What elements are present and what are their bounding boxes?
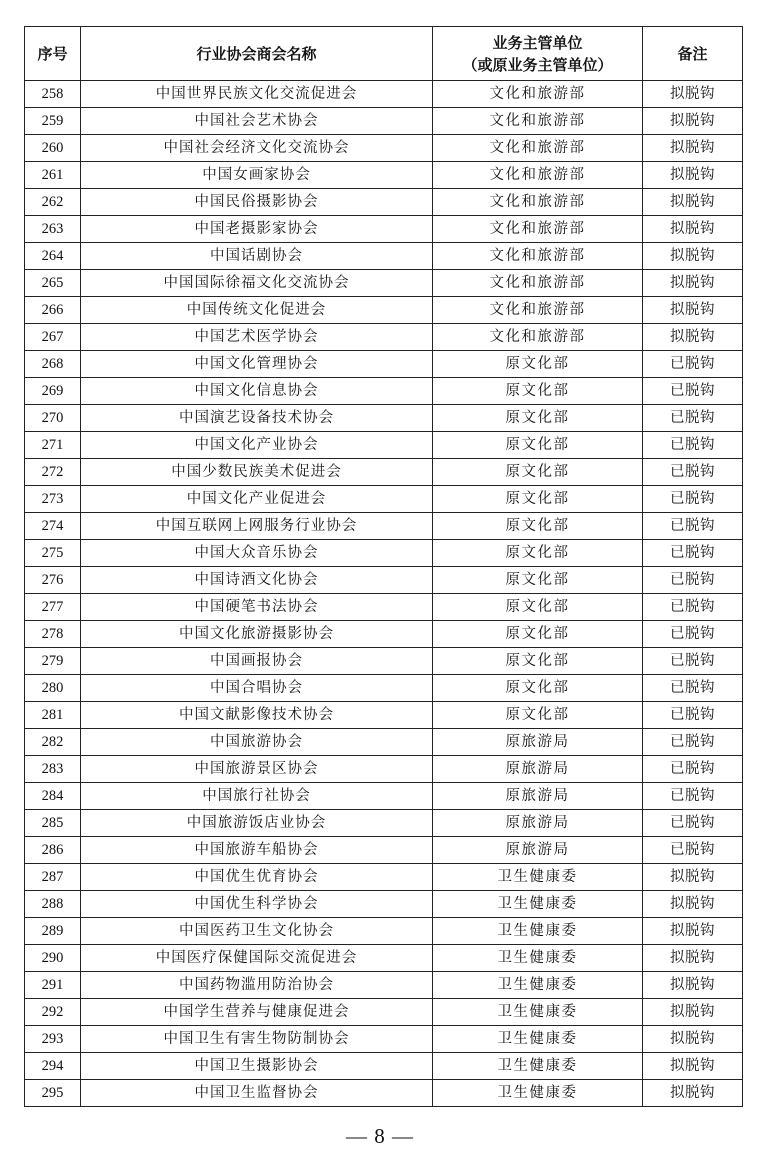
cell-supervising-unit: 原文化部	[433, 675, 643, 702]
cell-serial-number: 289	[25, 918, 81, 945]
cell-supervising-unit: 原文化部	[433, 594, 643, 621]
association-table	[24, 26, 743, 1107]
table-row	[25, 81, 743, 108]
table-row	[25, 729, 743, 756]
header-association-name: 行业协会商会名称	[81, 27, 433, 81]
cell-association-name: 中国老摄影家协会	[81, 216, 433, 243]
cell-supervising-unit: 文化和旅游部	[433, 216, 643, 243]
cell-serial-number: 270	[25, 405, 81, 432]
table-row	[25, 891, 743, 918]
cell-serial-number: 283	[25, 756, 81, 783]
table-row	[25, 135, 743, 162]
cell-remarks: 已脱钩	[643, 810, 743, 837]
cell-serial-number: 278	[25, 621, 81, 648]
cell-serial-number: 290	[25, 945, 81, 972]
table-row	[25, 621, 743, 648]
cell-association-name: 中国卫生监督协会	[81, 1080, 433, 1107]
cell-remarks: 已脱钩	[643, 513, 743, 540]
cell-serial-number: 287	[25, 864, 81, 891]
cell-remarks: 拟脱钩	[643, 891, 743, 918]
table-row	[25, 324, 743, 351]
cell-serial-number: 267	[25, 324, 81, 351]
table-header	[25, 27, 743, 81]
cell-supervising-unit: 卫生健康委	[433, 1053, 643, 1080]
cell-supervising-unit: 原文化部	[433, 540, 643, 567]
cell-association-name: 中国国际徐福文化交流协会	[81, 270, 433, 297]
cell-association-name: 中国文献影像技术协会	[81, 702, 433, 729]
cell-serial-number: 261	[25, 162, 81, 189]
cell-association-name: 中国社会艺术协会	[81, 108, 433, 135]
cell-association-name: 中国卫生有害生物防制协会	[81, 1026, 433, 1053]
cell-supervising-unit: 卫生健康委	[433, 999, 643, 1026]
table-row	[25, 513, 743, 540]
header-supervising-unit	[433, 27, 643, 81]
cell-serial-number: 268	[25, 351, 81, 378]
cell-serial-number: 280	[25, 675, 81, 702]
cell-supervising-unit: 原文化部	[433, 432, 643, 459]
cell-remarks: 已脱钩	[643, 702, 743, 729]
table-body	[25, 81, 743, 1107]
cell-supervising-unit: 原文化部	[433, 567, 643, 594]
table-row	[25, 459, 743, 486]
cell-serial-number: 284	[25, 783, 81, 810]
cell-association-name: 中国医疗保健国际交流促进会	[81, 945, 433, 972]
cell-remarks: 拟脱钩	[643, 81, 743, 108]
table-row	[25, 270, 743, 297]
cell-supervising-unit: 文化和旅游部	[433, 108, 643, 135]
cell-supervising-unit: 文化和旅游部	[433, 324, 643, 351]
cell-serial-number: 291	[25, 972, 81, 999]
cell-supervising-unit: 文化和旅游部	[433, 81, 643, 108]
cell-remarks: 拟脱钩	[643, 297, 743, 324]
cell-association-name: 中国文化管理协会	[81, 351, 433, 378]
cell-remarks: 已脱钩	[643, 783, 743, 810]
table-row	[25, 864, 743, 891]
cell-supervising-unit: 原旅游局	[433, 729, 643, 756]
cell-remarks: 已脱钩	[643, 567, 743, 594]
cell-serial-number: 281	[25, 702, 81, 729]
cell-association-name: 中国女画家协会	[81, 162, 433, 189]
page-number: — 8 —	[346, 1124, 414, 1148]
table-row	[25, 756, 743, 783]
cell-remarks: 已脱钩	[643, 594, 743, 621]
cell-association-name: 中国旅游车船协会	[81, 837, 433, 864]
cell-remarks: 拟脱钩	[643, 1080, 743, 1107]
cell-serial-number: 260	[25, 135, 81, 162]
cell-supervising-unit: 卫生健康委	[433, 891, 643, 918]
cell-association-name: 中国文化旅游摄影协会	[81, 621, 433, 648]
table-row	[25, 162, 743, 189]
cell-remarks: 拟脱钩	[643, 864, 743, 891]
cell-remarks: 已脱钩	[643, 675, 743, 702]
cell-association-name: 中国文化产业促进会	[81, 486, 433, 513]
table-row	[25, 189, 743, 216]
cell-supervising-unit: 原旅游局	[433, 756, 643, 783]
cell-remarks: 已脱钩	[643, 486, 743, 513]
cell-association-name: 中国优生科学协会	[81, 891, 433, 918]
cell-remarks: 拟脱钩	[643, 324, 743, 351]
cell-supervising-unit: 原文化部	[433, 621, 643, 648]
cell-serial-number: 269	[25, 378, 81, 405]
cell-association-name: 中国话剧协会	[81, 243, 433, 270]
cell-association-name: 中国卫生摄影协会	[81, 1053, 433, 1080]
cell-supervising-unit: 原文化部	[433, 378, 643, 405]
header-supervising-unit-line2: （或原业务主管单位）	[462, 55, 613, 74]
cell-supervising-unit: 原文化部	[433, 702, 643, 729]
cell-serial-number: 282	[25, 729, 81, 756]
cell-remarks: 已脱钩	[643, 837, 743, 864]
table-row	[25, 594, 743, 621]
cell-supervising-unit: 卫生健康委	[433, 1026, 643, 1053]
table-row	[25, 999, 743, 1026]
cell-remarks: 拟脱钩	[643, 243, 743, 270]
cell-supervising-unit: 原文化部	[433, 405, 643, 432]
cell-association-name: 中国文化产业协会	[81, 432, 433, 459]
cell-serial-number: 279	[25, 648, 81, 675]
cell-supervising-unit: 原文化部	[433, 513, 643, 540]
cell-remarks: 拟脱钩	[643, 999, 743, 1026]
cell-supervising-unit: 原文化部	[433, 459, 643, 486]
header-remarks: 备注	[643, 27, 743, 81]
cell-serial-number: 292	[25, 999, 81, 1026]
cell-association-name: 中国优生优育协会	[81, 864, 433, 891]
cell-remarks: 已脱钩	[643, 459, 743, 486]
cell-remarks: 已脱钩	[643, 648, 743, 675]
cell-association-name: 中国学生营养与健康促进会	[81, 999, 433, 1026]
cell-serial-number: 285	[25, 810, 81, 837]
table-row	[25, 783, 743, 810]
cell-remarks: 拟脱钩	[643, 972, 743, 999]
table-row	[25, 972, 743, 999]
cell-association-name: 中国传统文化促进会	[81, 297, 433, 324]
table-row	[25, 567, 743, 594]
cell-serial-number: 258	[25, 81, 81, 108]
cell-supervising-unit: 原文化部	[433, 486, 643, 513]
table-row	[25, 1080, 743, 1107]
cell-serial-number: 293	[25, 1026, 81, 1053]
cell-association-name: 中国旅行社协会	[81, 783, 433, 810]
cell-serial-number: 275	[25, 540, 81, 567]
header-supervising-unit-line1: 业务主管单位	[492, 33, 583, 52]
cell-supervising-unit: 原文化部	[433, 648, 643, 675]
cell-serial-number: 273	[25, 486, 81, 513]
table-row	[25, 540, 743, 567]
cell-serial-number: 272	[25, 459, 81, 486]
cell-supervising-unit: 文化和旅游部	[433, 270, 643, 297]
cell-association-name: 中国社会经济文化交流协会	[81, 135, 433, 162]
cell-serial-number: 288	[25, 891, 81, 918]
cell-association-name: 中国药物滥用防治协会	[81, 972, 433, 999]
cell-serial-number: 295	[25, 1080, 81, 1107]
table-row	[25, 108, 743, 135]
cell-supervising-unit: 原旅游局	[433, 810, 643, 837]
cell-serial-number: 264	[25, 243, 81, 270]
cell-remarks: 拟脱钩	[643, 189, 743, 216]
cell-supervising-unit: 原文化部	[433, 351, 643, 378]
cell-remarks: 已脱钩	[643, 621, 743, 648]
cell-association-name: 中国大众音乐协会	[81, 540, 433, 567]
cell-association-name: 中国合唱协会	[81, 675, 433, 702]
cell-association-name: 中国诗酒文化协会	[81, 567, 433, 594]
cell-serial-number: 276	[25, 567, 81, 594]
cell-remarks: 拟脱钩	[643, 108, 743, 135]
cell-remarks: 已脱钩	[643, 729, 743, 756]
cell-serial-number: 263	[25, 216, 81, 243]
table-row	[25, 945, 743, 972]
cell-association-name: 中国艺术医学协会	[81, 324, 433, 351]
cell-supervising-unit: 原旅游局	[433, 783, 643, 810]
cell-remarks: 拟脱钩	[643, 918, 743, 945]
cell-remarks: 拟脱钩	[643, 135, 743, 162]
table-row	[25, 648, 743, 675]
cell-association-name: 中国旅游景区协会	[81, 756, 433, 783]
cell-supervising-unit: 文化和旅游部	[433, 162, 643, 189]
table-row	[25, 405, 743, 432]
cell-remarks: 拟脱钩	[643, 1053, 743, 1080]
table-row	[25, 432, 743, 459]
cell-serial-number: 286	[25, 837, 81, 864]
cell-association-name: 中国演艺设备技术协会	[81, 405, 433, 432]
cell-serial-number: 262	[25, 189, 81, 216]
table-row	[25, 351, 743, 378]
cell-supervising-unit: 文化和旅游部	[433, 297, 643, 324]
cell-association-name: 中国民俗摄影协会	[81, 189, 433, 216]
cell-supervising-unit: 文化和旅游部	[433, 189, 643, 216]
cell-serial-number: 266	[25, 297, 81, 324]
cell-remarks: 已脱钩	[643, 351, 743, 378]
cell-association-name: 中国世界民族文化交流促进会	[81, 81, 433, 108]
cell-remarks: 已脱钩	[643, 432, 743, 459]
cell-supervising-unit: 文化和旅游部	[433, 135, 643, 162]
cell-remarks: 已脱钩	[643, 540, 743, 567]
cell-remarks: 拟脱钩	[643, 945, 743, 972]
cell-serial-number: 274	[25, 513, 81, 540]
cell-supervising-unit: 卫生健康委	[433, 864, 643, 891]
table-row	[25, 702, 743, 729]
cell-serial-number: 265	[25, 270, 81, 297]
table-row	[25, 1026, 743, 1053]
header-row	[25, 27, 743, 81]
cell-serial-number: 271	[25, 432, 81, 459]
table-row	[25, 243, 743, 270]
cell-association-name: 中国旅游饭店业协会	[81, 810, 433, 837]
table-row	[25, 675, 743, 702]
cell-remarks: 拟脱钩	[643, 1026, 743, 1053]
table-row	[25, 810, 743, 837]
header-serial-number: 序号	[25, 27, 81, 81]
table-row	[25, 918, 743, 945]
table-row	[25, 837, 743, 864]
cell-association-name: 中国硬笔书法协会	[81, 594, 433, 621]
cell-association-name: 中国互联网上网服务行业协会	[81, 513, 433, 540]
cell-supervising-unit: 卫生健康委	[433, 972, 643, 999]
cell-supervising-unit: 卫生健康委	[433, 945, 643, 972]
cell-supervising-unit: 原旅游局	[433, 837, 643, 864]
cell-association-name: 中国画报协会	[81, 648, 433, 675]
cell-association-name: 中国少数民族美术促进会	[81, 459, 433, 486]
table-row	[25, 486, 743, 513]
cell-supervising-unit: 卫生健康委	[433, 1080, 643, 1107]
cell-remarks: 拟脱钩	[643, 162, 743, 189]
table-row	[25, 1053, 743, 1080]
cell-serial-number: 294	[25, 1053, 81, 1080]
cell-association-name: 中国医药卫生文化协会	[81, 918, 433, 945]
table-row	[25, 378, 743, 405]
table-row	[25, 216, 743, 243]
table-row	[25, 297, 743, 324]
cell-remarks: 已脱钩	[643, 405, 743, 432]
cell-serial-number: 259	[25, 108, 81, 135]
cell-remarks: 拟脱钩	[643, 216, 743, 243]
cell-remarks: 已脱钩	[643, 756, 743, 783]
cell-remarks: 拟脱钩	[643, 270, 743, 297]
cell-serial-number: 277	[25, 594, 81, 621]
cell-supervising-unit: 文化和旅游部	[433, 243, 643, 270]
cell-supervising-unit: 卫生健康委	[433, 918, 643, 945]
cell-association-name: 中国文化信息协会	[81, 378, 433, 405]
cell-remarks: 已脱钩	[643, 378, 743, 405]
cell-association-name: 中国旅游协会	[81, 729, 433, 756]
